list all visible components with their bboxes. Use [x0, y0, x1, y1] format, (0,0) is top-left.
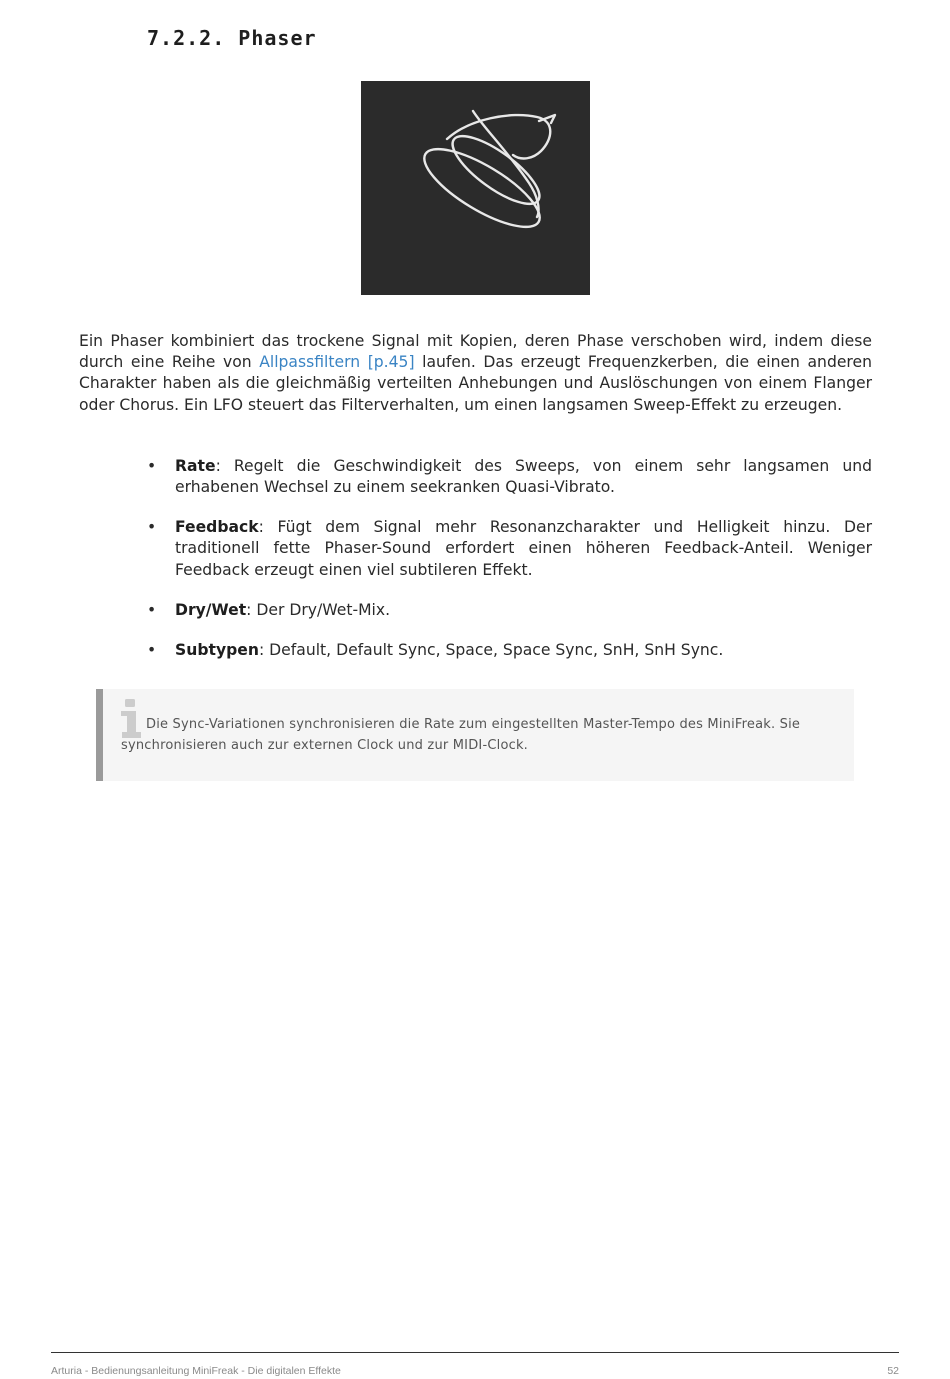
intro-text-part2: laufen. Das erzeugt Frequenzkerben, die einen anderen Charakter haben als die gleichmäßig verteilten Anhebungen und Auslöschungen von einem Flanger oder Chorus. Ein LFO steuert das Filterverhalten, um einen langsamen Sweep-Effekt zu erzeugen. [79, 353, 872, 414]
bullet: • [147, 600, 157, 619]
list-item-feedback [147, 517, 872, 581]
note-text [121, 714, 847, 756]
bullet: • [147, 457, 157, 475]
term-subtypes: Subtypen [175, 640, 259, 659]
intro-paragraph [79, 331, 872, 416]
bullet: • [147, 640, 157, 659]
description-subtypes: : Default, Default Sync, Space, Space Sync, SnH, SnH Sync. [258, 640, 724, 659]
description-feedback: : Fügt dem Signal mehr Resonanzcharakter und Helligkeit hinzu. Der traditionell fette Phaser-Sound erfordert einen höheren Feedback-Anteil. Weniger Feedback erzeugt einen viel subtileren Effekt. [175, 518, 872, 579]
allpass-filter-link[interactable]: Allpassfiltern [p.45] [259, 353, 415, 372]
list-item-subtypes [147, 640, 872, 661]
phaser-display-image [361, 81, 590, 295]
bullet: • [147, 518, 157, 537]
list-item-dry-wet [147, 600, 872, 621]
phaser-waveform-graphic [361, 81, 590, 295]
description-rate: : Regelt die Geschwindigkeit des Sweeps, von einem sehr langsamen und erhabenen Wechsel zu einem seekranken Quasi-Vibrato. [175, 457, 872, 497]
note-text-content: Die Sync-Variationen synchronisieren die Rate zum eingestellten Master-Tempo des MiniFreak. Sie synchronisieren auch zur externen Clock und zur MIDI-Clock. [121, 717, 801, 753]
description-dry-wet: : Der Dry/Wet-Mix. [246, 600, 391, 619]
page-number: 52 [887, 1365, 899, 1377]
footer-document-title: Arturia - Bedienungsanleitung MiniFreak - Die digitalen Effekte [51, 1365, 341, 1377]
intro-text-part1: Ein Phaser kombiniert das trockene Signal mit Kopien, deren Phase verschoben wird, indem diese durch eine Reihe von [79, 332, 872, 372]
list-item-rate [147, 456, 872, 498]
term-rate: Rate [175, 457, 216, 475]
info-note-box [96, 689, 854, 781]
parameter-list [147, 456, 872, 680]
term-feedback: Feedback [175, 518, 259, 537]
section-heading: 7.2.2. Phaser [147, 26, 317, 50]
footer-divider [51, 1352, 899, 1353]
term-dry-wet: Dry/Wet [175, 600, 247, 619]
